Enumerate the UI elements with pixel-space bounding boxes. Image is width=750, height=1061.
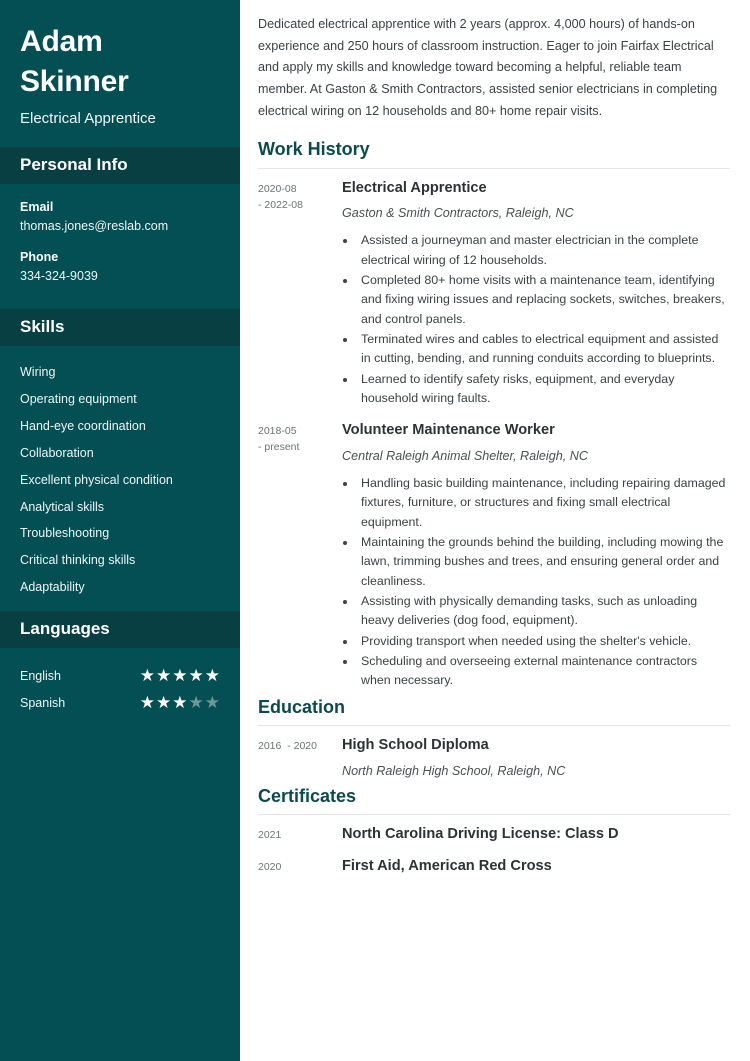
name-block [0,0,240,147]
personal-info-item [20,248,220,286]
languages-header [0,611,240,648]
resume-entry [258,825,730,845]
skills-header [0,309,240,346]
star-filled-icon: ★ [172,666,188,686]
resume-entry [258,421,730,691]
star-filled-icon: ★ [139,666,155,686]
section-work-history [258,138,730,691]
languages-body [0,648,240,726]
certificates-heading: Certificates [258,785,730,815]
personal-info-value[interactable]: 334-324-9039 [20,269,98,284]
entry-date-range [258,736,342,755]
entry-title: First Aid, American Red Cross [342,857,552,874]
entry-body [342,421,730,691]
entry-date-range [258,825,342,844]
education-heading: Education [258,696,730,726]
skill-item: Excellent physical condition [20,472,173,487]
last-name: Skinner [20,64,129,98]
entry-subtitle: North Raleigh High School, Raleigh, NC [342,763,566,778]
language-rating-stars [140,694,220,711]
star-filled-icon: ★ [156,693,172,713]
skill-item: Analytical skills [20,499,105,514]
entry-body [342,179,730,410]
professional-summary: Dedicated electrical apprentice with 2 years (approx. 4,000 hours) of hands-on experience and 250 hours of classroom instruction. Eager to join Fairfax Electrical and apply my skills and knowledge toward becoming a helpful, reliable team member. At Gaston & Smith Contractors, assisted senior electricians in completing electrical wiring on 12 households and 80+ home repair visits. [258,17,718,118]
education-entries [258,736,730,781]
star-empty-icon: ★ [204,693,220,713]
star-filled-icon: ★ [188,666,204,686]
skills-heading: Skills [20,316,65,336]
entry-date-start: 2018-05 [258,425,297,438]
personal-info-item [20,198,220,236]
main-content [240,0,750,1061]
skills-body [0,346,240,611]
skill-item: Collaboration [20,445,94,460]
entry-date-start: 2016 [258,740,282,753]
entry-body [342,736,730,781]
skill-item: Operating equipment [20,392,137,407]
language-rating-stars [140,667,220,684]
entry-bullet-list [357,231,730,408]
entry-date-end: - present [258,441,300,454]
entry-title: Volunteer Maintenance Worker [342,422,555,439]
certificates-entries [258,825,730,876]
star-empty-icon: ★ [188,693,204,713]
skill-item: Hand-eye coordination [20,419,146,434]
language-item [20,662,220,689]
entry-bullet: • Completed 80+ home visits with a maintenance team, identifying and fixing wiring issues and replacing sockets, switches, breakers, and control panels. [357,271,730,329]
language-item [20,689,220,716]
star-filled-icon: ★ [172,693,188,713]
entry-subtitle: Gaston & Smith Contractors, Raleigh, NC [342,206,574,221]
entry-bullet: • Learned to identify safety risks, equipment, and everyday household wiring faults. [357,370,730,409]
skill-item: Critical thinking skills [20,553,136,568]
entry-bullet: • Handling basic building maintenance, including repairing damaged fixtures, furniture, or structures and fixing small electrical equipment. [357,474,730,532]
entry-date-start: 2021 [258,829,282,842]
personal-info-list [20,198,220,286]
star-filled-icon: ★ [204,666,220,686]
entry-body [342,857,730,877]
job-title: Electrical Apprentice [20,110,156,128]
resume-entry [258,179,730,410]
work-history-entries [258,179,730,692]
language-name: Spanish [20,695,66,710]
entry-body [342,825,730,845]
personal-info-label: Phone [20,250,59,265]
entry-date-range [258,421,342,456]
entry-subtitle: Central Raleigh Animal Shelter, Raleigh, NC [342,449,588,464]
languages-heading: Languages [20,619,110,639]
languages-list [20,662,220,716]
entry-title: Electrical Apprentice [342,179,487,196]
personal-info-label: Email [20,199,54,214]
entry-title: North Carolina Driving License: Class D [342,826,619,843]
entry-date-end: - 2020 [281,740,317,753]
sidebar [0,0,240,1061]
entry-bullet-list [357,474,730,691]
personal-info-heading: Personal Info [20,154,128,174]
work-history-heading: Work History [258,138,730,168]
language-name: English [20,668,61,683]
entry-date-range [258,179,342,214]
entry-bullet: • Assisting with physically demanding tasks, such as unloading heavy deliveries (dog food, equipment). [357,592,730,631]
entry-bullet: • Scheduling and overseeing external maintenance contractors when necessary. [357,652,730,691]
skills-list [20,360,220,601]
entry-title: High School Diploma [342,737,489,754]
section-certificates [258,785,730,877]
star-filled-icon: ★ [156,666,172,686]
entry-date-range [258,857,342,876]
entry-date-start: 2020-08 [258,182,297,195]
personal-info-header [0,147,240,184]
section-education [258,696,730,781]
resume-entry [258,857,730,877]
entry-bullet: • Terminated wires and cables to electrical equipment and assisted in cutting, bending, and running conduits according to blueprints. [357,330,730,369]
personal-info-body [0,184,240,309]
entry-bullet: • Assisted a journeyman and master electrician in the complete electrical wiring of 12 households. [357,231,730,270]
skill-item: Troubleshooting [20,526,110,541]
entry-bullet: • Maintaining the grounds behind the building, including mowing the lawn, trimming bushes and trees, and ensuring general order and cleanliness. [357,533,730,591]
entry-bullet: • Providing transport when needed using the shelter's vehicle. [357,632,730,651]
personal-info-value[interactable]: thomas.jones@reslab.com [20,218,169,233]
entry-date-end: - 2022-08 [258,198,303,211]
resume-entry [258,736,730,781]
skill-item: Adaptability [20,579,85,594]
star-filled-icon: ★ [139,693,155,713]
first-name: Adam [20,25,103,58]
entry-date-start: 2020 [258,860,282,873]
skill-item: Wiring [20,365,56,380]
